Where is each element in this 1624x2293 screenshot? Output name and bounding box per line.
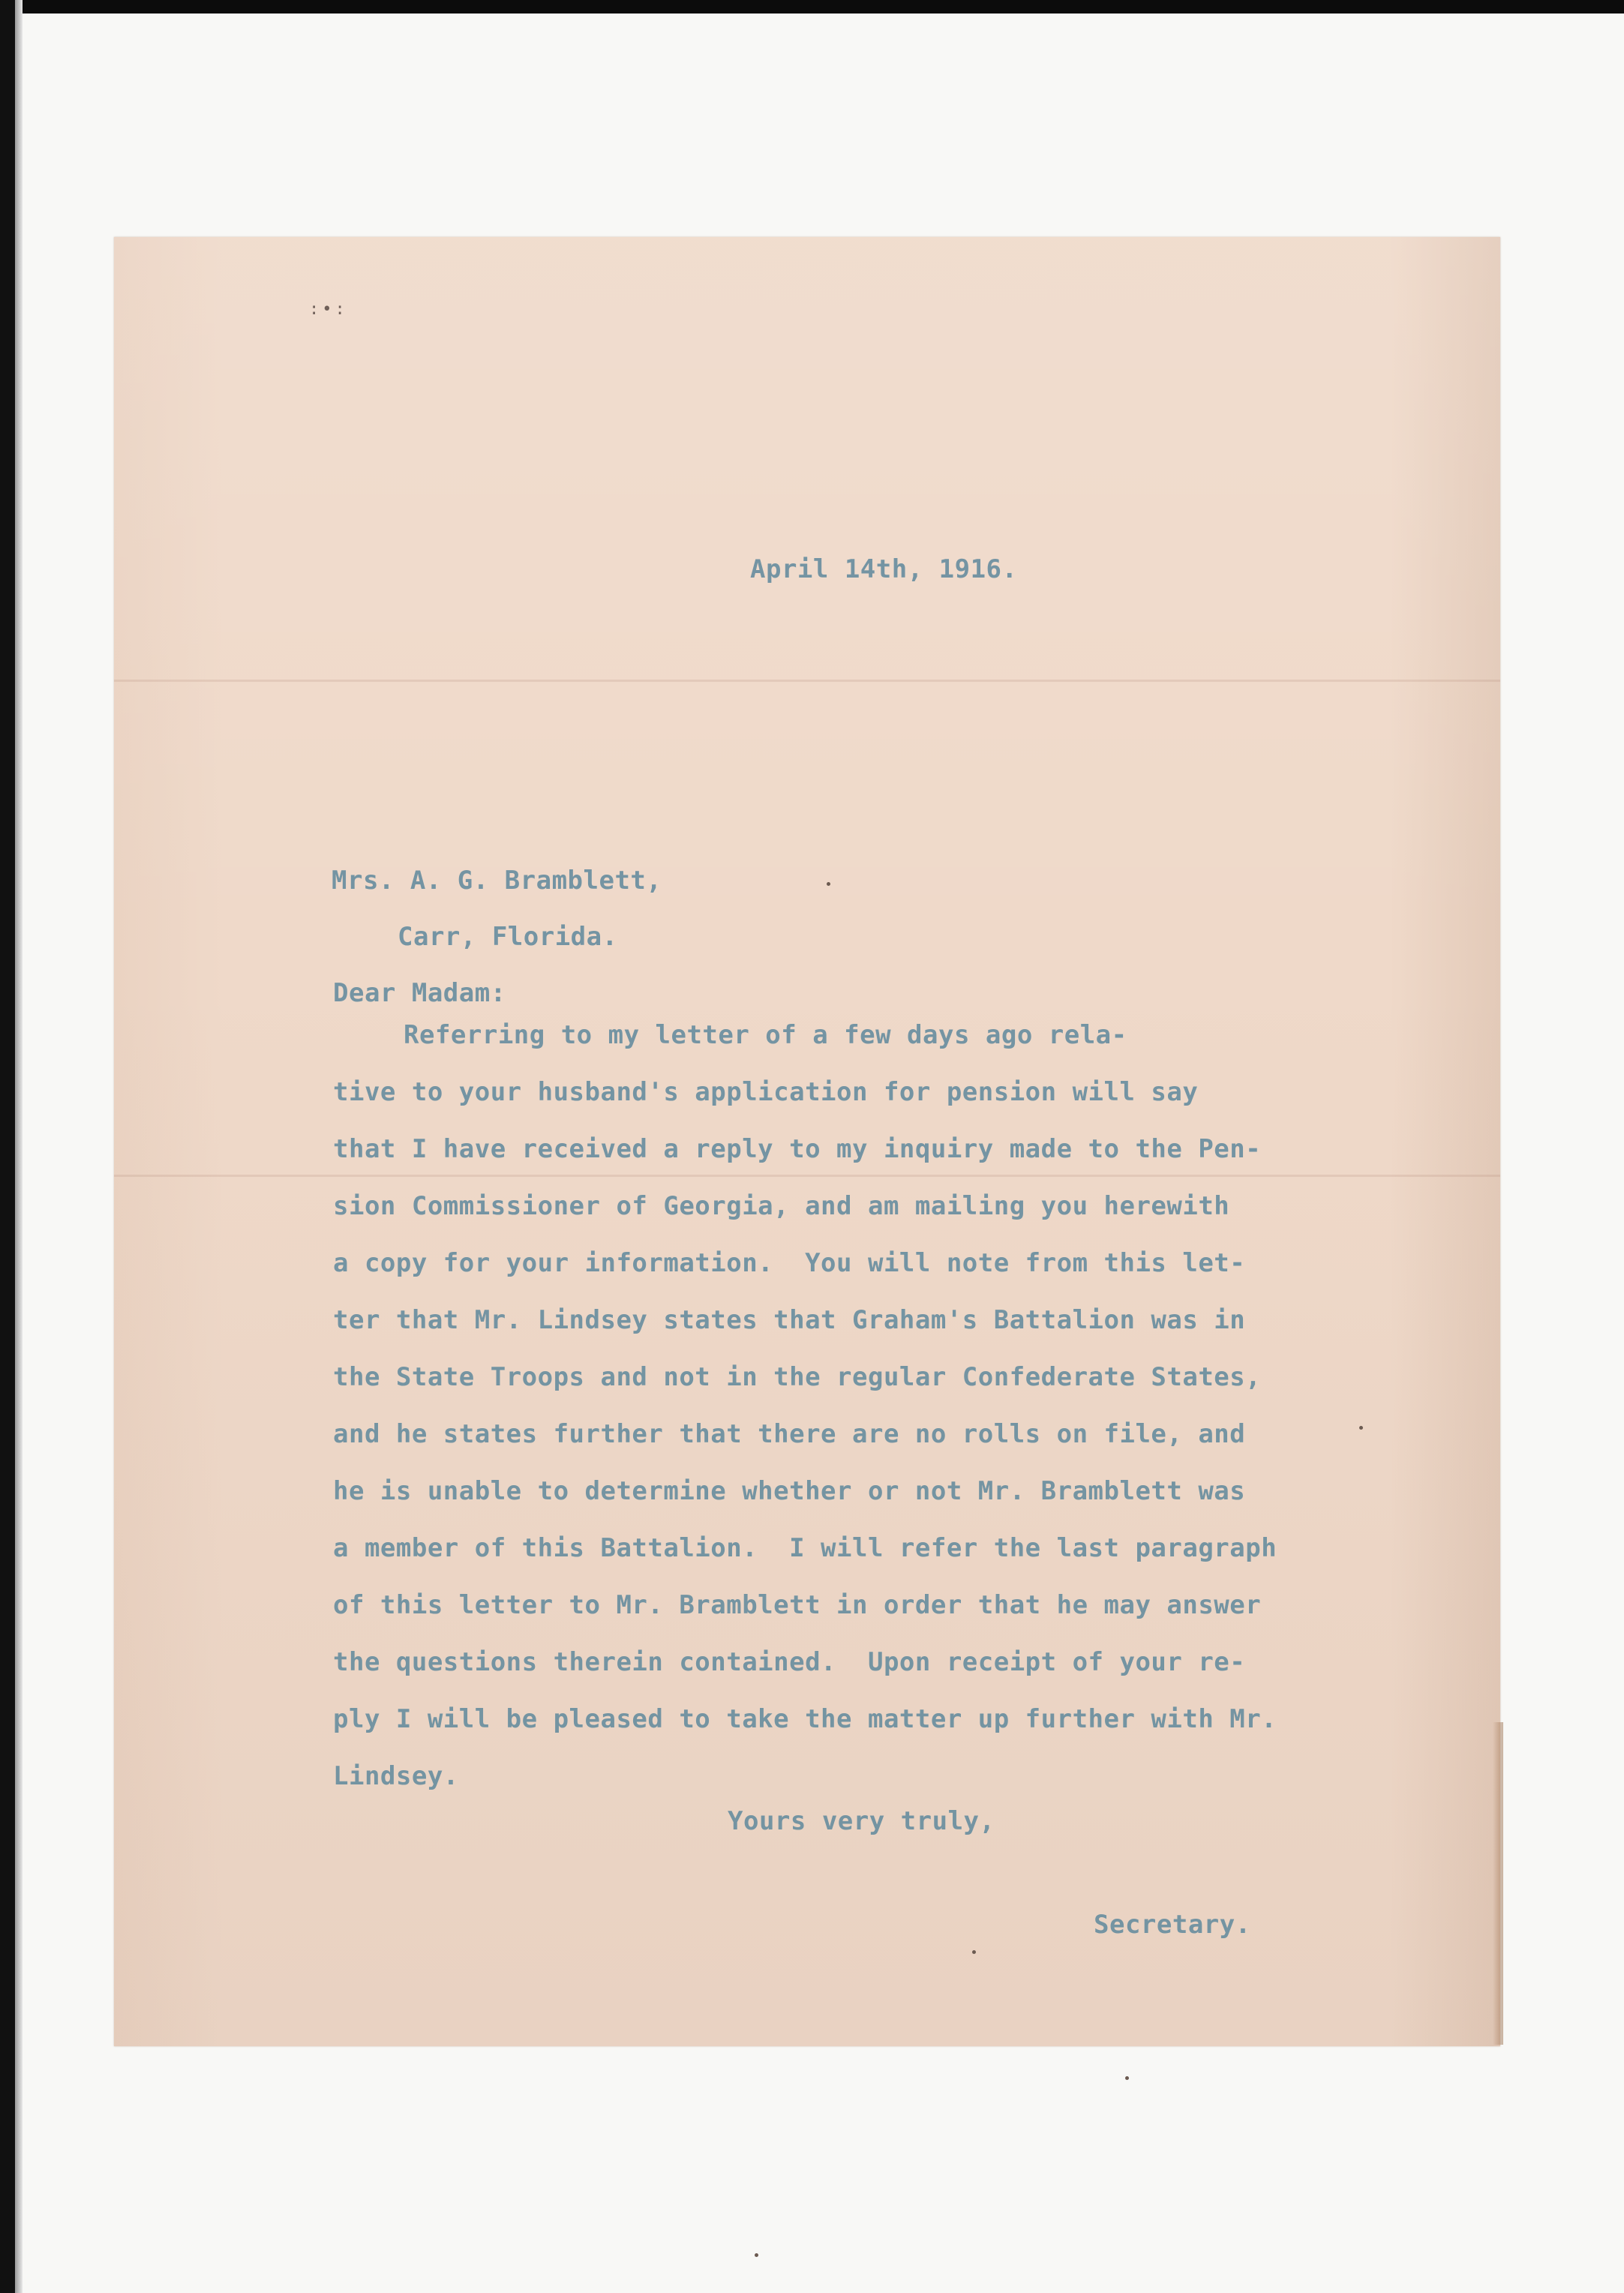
torn-edge xyxy=(1493,1722,1503,2045)
body-line: the State Troops and not in the regular Confederate States, xyxy=(333,1362,1262,1392)
body-line: of this letter to Mr. Bramblett in order that he may answer xyxy=(333,1590,1262,1620)
recipient-place: Carr, Florida. xyxy=(398,922,618,952)
body-line: ply I will be pleased to take the matter up further with Mr. xyxy=(333,1704,1277,1734)
body-line: and he states further that there are no rolls on file, and xyxy=(333,1419,1246,1449)
body-line: Lindsey. xyxy=(333,1761,459,1791)
fold-crease xyxy=(114,680,1500,682)
scan-speck xyxy=(1125,2076,1129,2080)
scan-speck xyxy=(755,2253,758,2257)
body-line: that I have received a reply to my inquiry made to the Pen- xyxy=(333,1134,1262,1164)
closing: Yours very truly, xyxy=(728,1806,995,1836)
body-line: ter that Mr. Lindsey states that Graham's Battalion was in xyxy=(333,1305,1246,1335)
scanner-top-edge xyxy=(0,0,1624,14)
body-line: sion Commissioner of Georgia, and am mailing you herewith xyxy=(333,1191,1230,1221)
body-line: a member of this Battalion. I will refer the last paragraph xyxy=(333,1533,1277,1563)
recipient-name: Mrs. A. G. Bramblett, xyxy=(332,866,662,896)
scanner-left-edge xyxy=(0,0,15,2293)
body-line: he is unable to determine whether or not Mr. Bramblett was xyxy=(333,1476,1246,1506)
letter-date: April 14th, 1916. xyxy=(750,554,1018,584)
paper-speck xyxy=(1359,1426,1363,1430)
body-line: a copy for your information. You will note from this let- xyxy=(333,1248,1246,1278)
signature-title: Secretary. xyxy=(1094,1910,1251,1940)
paper-speck xyxy=(972,1950,976,1954)
body-line: Referring to my letter of a few days ago rela- xyxy=(404,1020,1127,1050)
scanner-left-gradient xyxy=(15,0,23,2293)
body-line: the questions therein contained. Upon receipt of your re- xyxy=(333,1647,1246,1677)
body-line: tive to your husband's application for pension will say xyxy=(333,1077,1199,1107)
letter-sheet xyxy=(114,237,1500,2046)
ink-smudge-mark: :•: xyxy=(309,300,348,319)
fold-crease xyxy=(114,1175,1500,1177)
salutation: Dear Madam: xyxy=(333,978,506,1008)
paper-speck xyxy=(827,882,830,886)
